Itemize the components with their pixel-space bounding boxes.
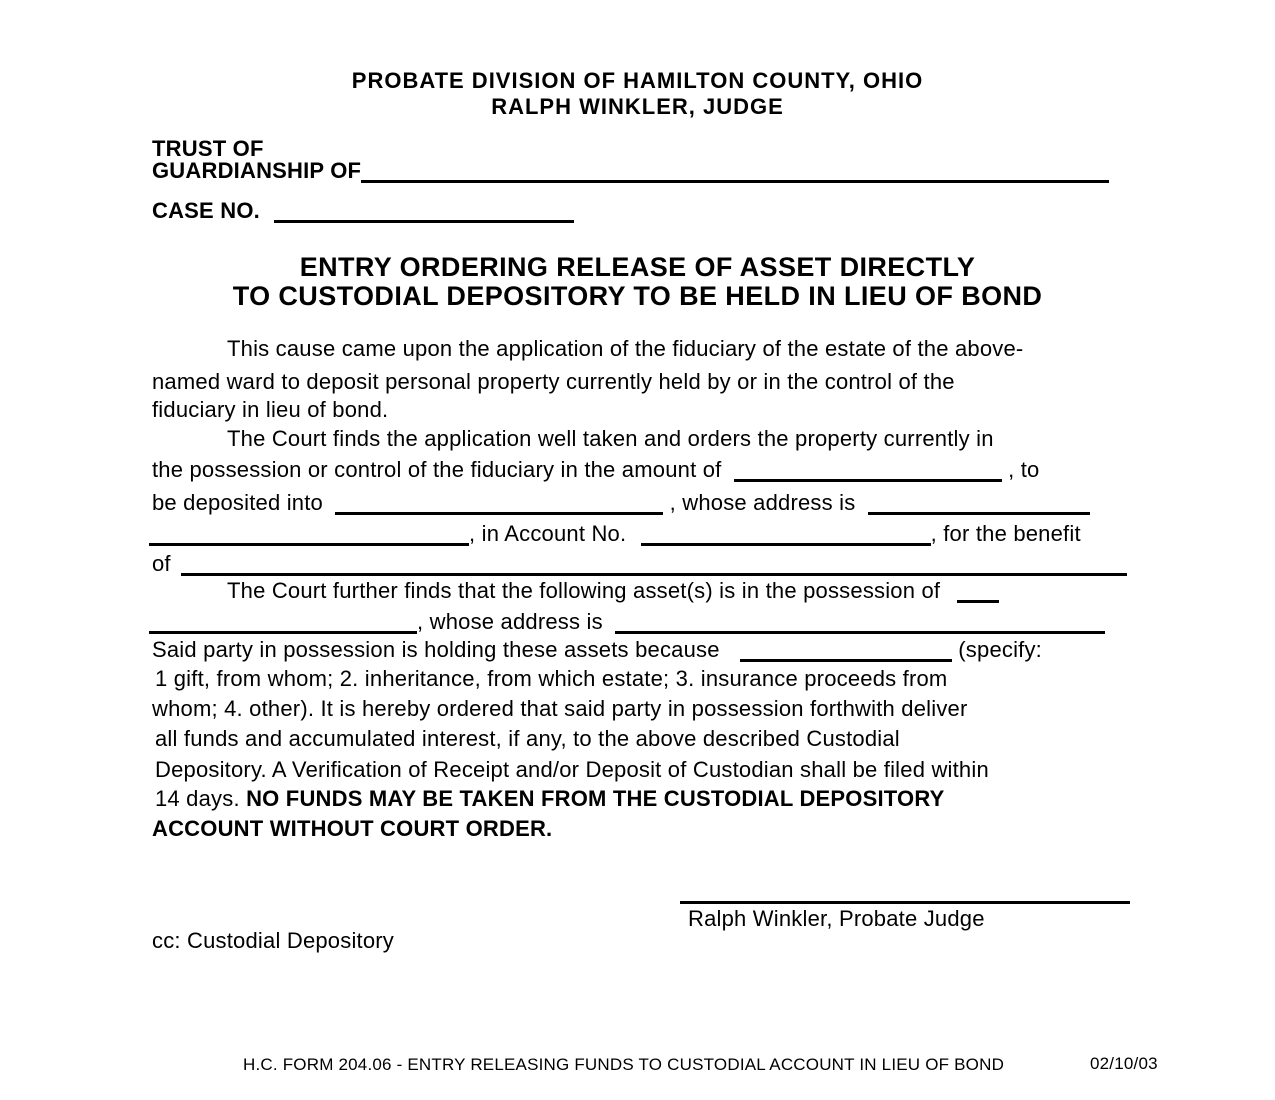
entry-title-line2: TO CUSTODIAL DEPOSITORY TO BE HELD IN LIEU OF BOND <box>232 281 1043 311</box>
body-p4-line7: ACCOUNT WITHOUT COURT ORDER. <box>152 816 553 841</box>
judge-signature-name: Ralph Winkler, Probate Judge <box>688 906 985 931</box>
case-no-label: CASE NO. <box>152 198 260 223</box>
trust-of-label: TRUST OF <box>152 136 264 161</box>
guardianship-name-blank <box>361 161 1109 183</box>
whose-address-text-1: , whose address is <box>669 490 856 515</box>
body-p4-line6 <box>155 786 944 812</box>
body-p4-line5: Depository. A Verification of Receipt and/or Deposit of Custodian shall be filed within <box>155 757 989 782</box>
fourteen-days-text: 14 days. <box>155 786 240 811</box>
body-p1-line2: named ward to deposit personal property currently held by or in the control of the <box>152 369 955 394</box>
guardianship-of-label: GUARDIANSHIP OF <box>152 158 362 183</box>
body-p2-line3 <box>152 490 1090 516</box>
account-no-text: , in Account No. <box>469 521 627 546</box>
body-p3-line2 <box>149 609 1105 635</box>
possessor-blank-2 <box>149 612 417 634</box>
holding-assets-text: Said party in possession is holding these assets because <box>152 637 720 662</box>
specify-text: (specify: <box>958 637 1042 662</box>
amount-tail-text: , to <box>1008 457 1040 482</box>
no-funds-warning-text: NO FUNDS MAY BE TAKEN FROM THE CUSTODIAL DEPOSITORY <box>246 786 945 811</box>
judge-signature-line <box>680 901 1130 904</box>
beneficiary-blank <box>181 554 1127 576</box>
guardianship-row <box>152 158 1130 184</box>
body-p2-line5 <box>152 551 1127 577</box>
amount-lead-text: the possession or control of the fiduciary in the amount of <box>152 457 722 482</box>
case-no-row <box>152 198 574 224</box>
case-no-blank <box>274 201 574 223</box>
for-benefit-text: , for the benefit <box>930 521 1081 546</box>
court-header-line1: PROBATE DIVISION OF HAMILTON COUNTY, OHIO <box>351 68 924 93</box>
body-p4-line4: all funds and accumulated interest, if any, to the above described Custodial <box>155 726 900 751</box>
whose-address-text-2: , whose address is <box>417 609 603 634</box>
body-p2-line4 <box>149 521 1081 547</box>
possessor-blank-1 <box>957 581 999 603</box>
account-no-blank <box>641 524 931 546</box>
body-p4-line3: whom; 4. other). It is hereby ordered that said party in possession forthwith deliver <box>152 696 968 721</box>
amount-blank <box>734 460 1002 482</box>
of-text: of <box>152 551 171 576</box>
form-date-footer: 02/10/03 <box>1090 1054 1158 1073</box>
body-p1-line1: This cause came upon the application of the fiduciary of the estate of the above- <box>227 336 1024 361</box>
body-p2-line2 <box>152 457 1039 483</box>
reason-blank <box>740 640 952 662</box>
depository-name-blank <box>335 493 663 515</box>
body-p4-line1 <box>152 637 1042 663</box>
body-p3-line1 <box>227 578 999 604</box>
court-header-line2: RALPH WINKLER, JUDGE <box>491 94 784 119</box>
body-p4-line2: 1 gift, from whom; 2. inheritance, from which estate; 3. insurance proceeds from <box>155 666 948 691</box>
cc-line: cc: Custodial Depository <box>152 928 395 953</box>
possessor-address-blank <box>615 612 1105 634</box>
depository-address-blank-1 <box>868 493 1090 515</box>
form-id-footer: H.C. FORM 204.06 - ENTRY RELEASING FUNDS TO CUSTODIAL ACCOUNT IN LIEU OF BOND <box>243 1055 1005 1074</box>
body-p2-line1: The Court finds the application well taken and orders the property currently in <box>227 426 994 451</box>
entry-title-line1: ENTRY ORDERING RELEASE OF ASSET DIRECTLY <box>299 252 976 282</box>
further-finds-text: The Court further finds that the following asset(s) is in the possession of <box>227 578 941 603</box>
depository-address-blank-2 <box>149 524 469 546</box>
deposited-into-text: be deposited into <box>152 490 323 515</box>
body-p1-line3: fiduciary in lieu of bond. <box>152 397 389 422</box>
